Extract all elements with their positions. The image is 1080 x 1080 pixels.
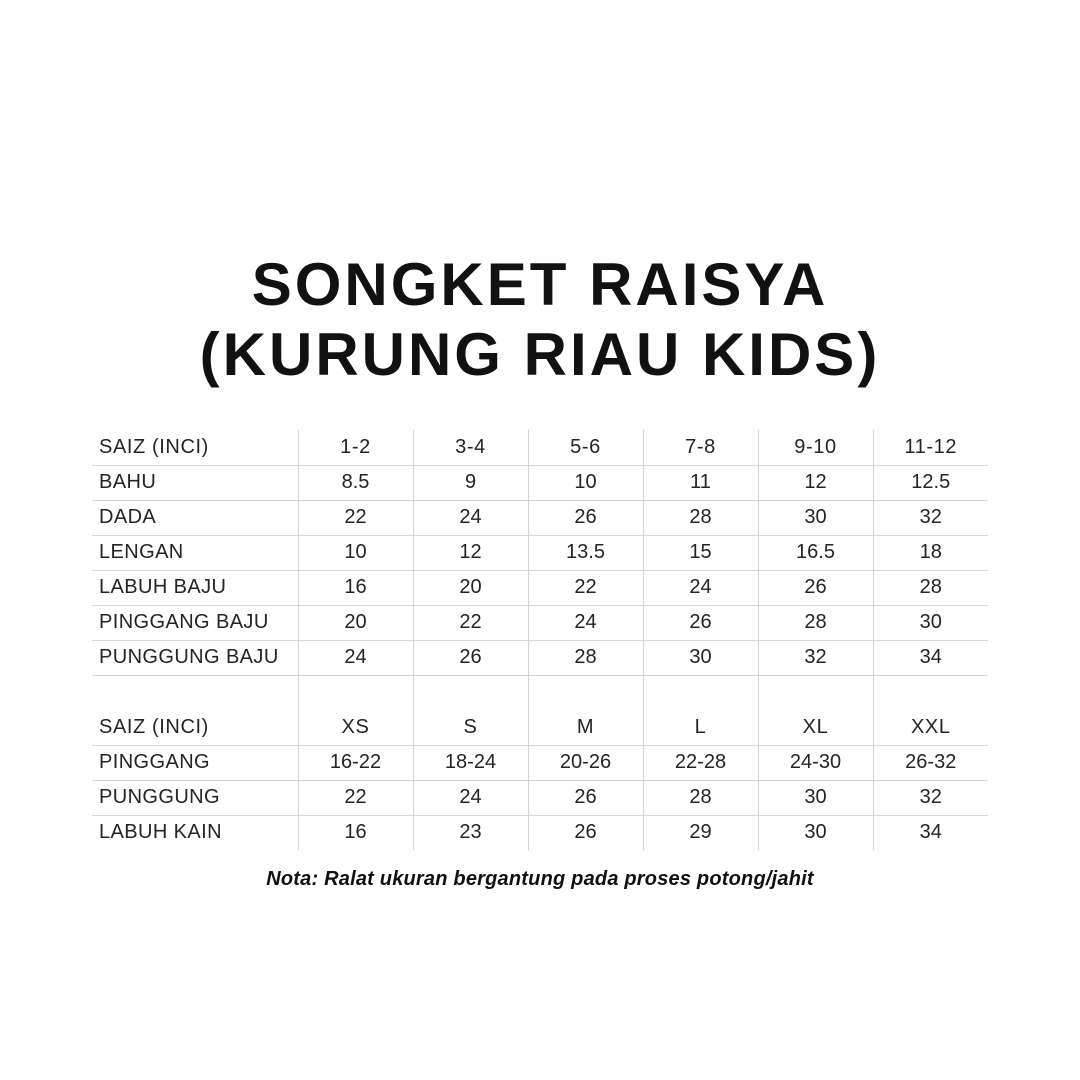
cell: 10 — [528, 465, 643, 500]
spacer-cell — [298, 675, 413, 710]
header-cell-size: SAIZ (INCI) — [92, 430, 298, 465]
cell: 18-24 — [413, 745, 528, 780]
cell: 26 — [413, 640, 528, 675]
row-label: PUNGGUNG — [92, 780, 298, 815]
header-cell-5: 9-10 — [758, 430, 873, 465]
row-label: PINGGANG BAJU — [92, 605, 298, 640]
cell: 16 — [298, 815, 413, 850]
cell: 24-30 — [758, 745, 873, 780]
cell: 22 — [528, 570, 643, 605]
row-label: PINGGANG — [92, 745, 298, 780]
page-title — [0, 250, 1080, 389]
cell: 15 — [643, 535, 758, 570]
cell: 22 — [298, 780, 413, 815]
spacer-cell — [758, 675, 873, 710]
header-cell-xxl: XXL — [873, 710, 988, 745]
cell: 29 — [643, 815, 758, 850]
table-row — [92, 605, 988, 640]
kain-size-table — [92, 710, 988, 850]
spacer-cell — [413, 675, 528, 710]
cell: 24 — [528, 605, 643, 640]
cell: 30 — [643, 640, 758, 675]
table-row — [92, 780, 988, 815]
table-row — [92, 535, 988, 570]
cell: 26-32 — [873, 745, 988, 780]
cell: 26 — [758, 570, 873, 605]
cell: 12.5 — [873, 465, 988, 500]
cell: 20 — [413, 570, 528, 605]
cell: 34 — [919, 821, 942, 844]
cell: 22-28 — [643, 745, 758, 780]
spacer-cell — [528, 675, 643, 710]
row-label: LENGAN — [92, 535, 298, 570]
header-cell-size: SAIZ (INCI) — [92, 710, 298, 745]
cell: 18 — [873, 535, 988, 570]
row-label: LABUH BAJU — [92, 570, 298, 605]
table-header-row — [92, 710, 988, 745]
header-cell-l: L — [643, 710, 758, 745]
cell: 32 — [758, 640, 873, 675]
table-header-row — [92, 430, 988, 465]
cell: 30 — [758, 780, 873, 815]
spacer-cell — [643, 675, 758, 710]
cell: 28 — [643, 500, 758, 535]
cell: 12 — [413, 535, 528, 570]
row-label: DADA — [92, 500, 298, 535]
cell: 20 — [298, 605, 413, 640]
cell: 32 — [873, 780, 988, 815]
cell: 26 — [528, 500, 643, 535]
row-label: BAHU — [92, 465, 298, 500]
cell: 30 — [758, 815, 873, 850]
title-line-1: SONGKET RAISYA — [251, 251, 829, 318]
cell: 24 — [298, 640, 413, 675]
cell: 20-26 — [528, 745, 643, 780]
cell: 24 — [413, 500, 528, 535]
header-cell-m: M — [528, 710, 643, 745]
cell: 23 — [413, 815, 528, 850]
cell: 34 — [873, 640, 988, 675]
cell: 11 — [643, 465, 758, 500]
cell: 28 — [873, 570, 988, 605]
table-row — [92, 815, 988, 850]
cell: 12 — [758, 465, 873, 500]
header-cell-1: 1-2 — [298, 430, 413, 465]
spacer-cell — [873, 675, 988, 710]
cell: 28 — [528, 640, 643, 675]
cell: 9 — [413, 465, 528, 500]
row-label: PUNGGUNG BAJU — [92, 640, 298, 675]
spacer-cell — [92, 675, 298, 710]
table-row — [92, 640, 988, 675]
baju-size-table — [92, 430, 988, 710]
cell: 30 — [758, 500, 873, 535]
header-cell-xl: XL — [758, 710, 873, 745]
cell: 26 — [643, 605, 758, 640]
cell: 24 — [643, 570, 758, 605]
cell: 28 — [758, 605, 873, 640]
table-row — [92, 745, 988, 780]
cell: 24 — [413, 780, 528, 815]
cell: 10 — [298, 535, 413, 570]
note-text: Nota: Ralat ukuran bergantung pada proses potong/jahit — [266, 868, 814, 890]
table-spacer-row — [92, 675, 988, 710]
cell: 13.5 — [528, 535, 643, 570]
table-row — [92, 570, 988, 605]
cell: 32 — [873, 500, 988, 535]
cell: 22 — [413, 605, 528, 640]
title-line-2: (KURUNG RIAU KIDS) — [199, 320, 881, 388]
header-cell-s: S — [413, 710, 528, 745]
header-cell-4: 7-8 — [643, 430, 758, 465]
cell: 8.5 — [298, 465, 413, 500]
cell: 22 — [298, 500, 413, 535]
header-cell-3: 5-6 — [528, 430, 643, 465]
cell: 30 — [873, 605, 988, 640]
header-cell-6: 11-12 — [873, 430, 988, 465]
cell: 16.5 — [758, 535, 873, 570]
header-cell-2: 3-4 — [413, 430, 528, 465]
cell: 16 — [298, 570, 413, 605]
header-cell-xs: XS — [298, 710, 413, 745]
size-tables — [92, 430, 988, 850]
cell: 26 — [528, 815, 643, 850]
cell: 16-22 — [298, 745, 413, 780]
cell: 26 — [528, 780, 643, 815]
cell: 28 — [643, 780, 758, 815]
table-row — [92, 465, 988, 500]
table-row — [92, 500, 988, 535]
row-label: LABUH KAIN — [92, 815, 298, 850]
